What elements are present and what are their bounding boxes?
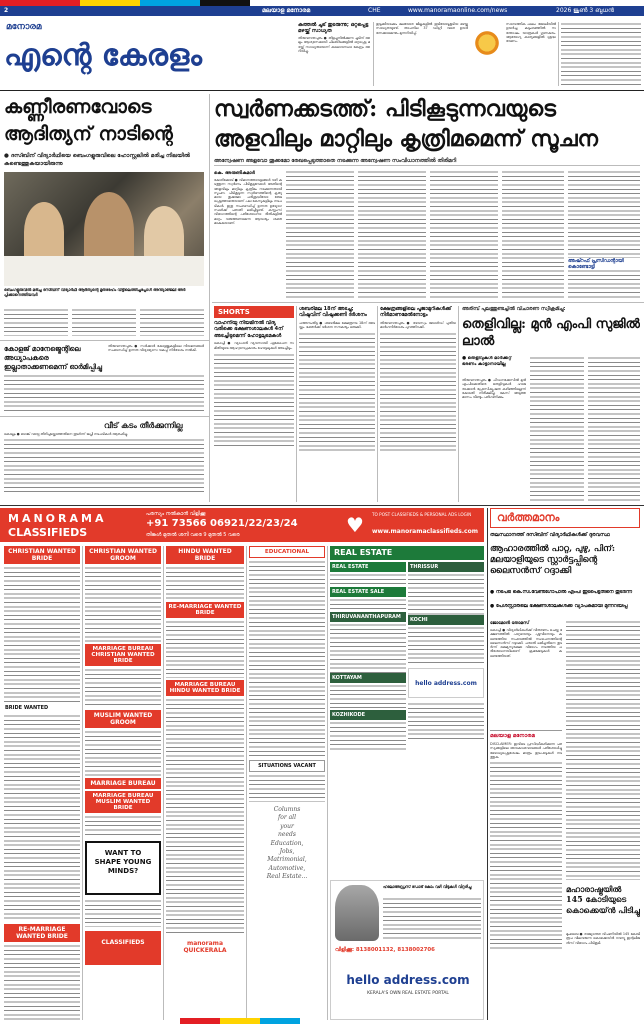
paper-name: മലയാള മനോരമ bbox=[262, 7, 311, 14]
vartha-sub: ● നടപടി കെ.സി.വേണുഗോപാൽ എംപി ഇടപെട്ടതിനെ തുടർന്ന് bbox=[490, 590, 633, 595]
left-story-body-a bbox=[4, 308, 68, 336]
classified-head[interactable]: MARRIAGE BUREAU HINDU WANTED BRIDE bbox=[166, 680, 244, 696]
classified-head[interactable]: HINDU WANTED BRIDE bbox=[166, 546, 244, 564]
classified-head[interactable]: RE-MARRIAGE WANTED BRIDE bbox=[166, 602, 244, 618]
section-title: എന്റെ കേരളം bbox=[4, 38, 202, 73]
lead-headline-1[interactable]: സ്വർണക്കടത്ത്: പിടികൂടുന്നവയുടെ bbox=[214, 96, 556, 122]
vartha-byline: ജോമോൻ തോമസ് bbox=[490, 621, 530, 626]
re-row[interactable]: REAL ESTATE bbox=[330, 562, 406, 572]
helloaddress-logo[interactable]: hello address.com bbox=[408, 668, 484, 698]
classifieds-brand: MANORAMA bbox=[8, 512, 107, 525]
edition-code: CHE bbox=[368, 7, 381, 14]
left-story-photo[interactable] bbox=[4, 172, 204, 286]
classified-col-4 bbox=[249, 546, 325, 1020]
ad-phone[interactable]: വിളിക്കൂ: 8138001132, 8138002706 bbox=[335, 947, 435, 953]
left-story-headline[interactable]: കണ്ണീരണവോടെ ആദിത്യന് നാടിന്റെ bbox=[4, 96, 173, 145]
shorts-item-2[interactable] bbox=[299, 306, 375, 502]
shorts-item-3[interactable] bbox=[380, 306, 456, 502]
vartha-header: വർത്തമാനം bbox=[490, 508, 640, 528]
classified-col-1 bbox=[4, 546, 80, 1020]
classified-head[interactable]: MARRIAGE BUREAU CHRISTIAN WANTED BRIDE bbox=[85, 644, 161, 666]
shorts-item-body: കൊച്ചി ● വ്യാപാരി വ്യവസായി ഏകോപന സമിതിയുടെ ആഹ്വാനപ്രകാരം ഹോട്ടലുകൾ അടച്ചിടും. bbox=[214, 341, 294, 350]
ad-portrait-caption: ഹലോഅഡ്രസ് ഡോട് കോം വഴി വീടുകൾ വിറ്റഴിച്ചു bbox=[383, 884, 472, 889]
bottom-left-story-2[interactable] bbox=[4, 420, 204, 502]
lead-body-col3 bbox=[358, 170, 426, 298]
lead-body-col4 bbox=[430, 170, 498, 298]
post-label: TO POST CLASSIFIEDS & PERSONAL ADS LOGIN bbox=[372, 512, 472, 517]
registration-strip bbox=[180, 1018, 220, 1024]
page-number: 2 bbox=[4, 7, 9, 14]
shorts-item-title: വാഹനിയു നിയമിനൽ വിദ്യ വരിക്കെ ഭക്ഷണശാലകൾ 4ന് അടച്ചിടുമെന്ന് ഹോട്ടലുടമകൾ bbox=[214, 320, 284, 339]
right-story-sub: ● തെളിവുകൾ മാർക്കറ്റ് ഭരണം കാട്ടാനായില്ല bbox=[462, 356, 512, 367]
story-body: കൊല്ലം ● ബാങ്ക് വായ്പ തിരിച്ചടയ്ക്കാത്തതിനെ തുടർന്ന് ജപ്തി നടപടികൾ ആരംഭിച്ചു. bbox=[4, 432, 129, 436]
vartha-side-body: മുംബൈ ● രാജ്യാന്തര വിപണിയിൽ 145 കോടി രൂപ വിലവരുന്ന കൊക്കെയ്ൻ റവന്യു ഇന്റലിജൻസ് വിഭാഗം പിടികൂടി. bbox=[566, 932, 640, 945]
sun-icon bbox=[470, 26, 504, 60]
vartha-sub-2: ● പേൾസ്റ്റാരിലെ ഭക്ഷണശാലകൾക്ക് വ്യാപകമായി മുന്നറിയിപ്പ് bbox=[490, 604, 628, 609]
quikr-ad[interactable]: CLASSIFIEDS bbox=[85, 931, 161, 965]
registration-strip bbox=[260, 1018, 300, 1024]
story-headline: കോളജ് മാനേജ്മെന്റിലെ അധ്യാപകരെ ഇല്ലാതാക്കണമെന്ന് ഓർമിപ്പിച്ചു bbox=[4, 344, 102, 371]
left-story-caption: ബെംഗളൂരുവിൽ മരിച്ച ദസ്ബിന് വിദ്യാർഥി ആദിത്യന്റെ മൃതദേഹം വീട്ടിലെത്തിച്ചപ്പോൾ അന്ത്യാഞ്ജലി അർപ്പിക്കാനെത്തിയവർ bbox=[4, 288, 186, 297]
re-city[interactable]: KOZHIKODE bbox=[330, 710, 406, 720]
lead-deck: അന്വേഷണ അളവോ തൂക്കമോ രേഖപ്പെടുത്താതെ നടക്കുന്ന അന്വേഷണ സംവിധാനത്തിൽ തിരിമറി bbox=[214, 156, 640, 166]
vartha-kicker: തലസ്ഥാനത്ത് ദസ്ബിന് വിദ്യാർഥികൾക്ക് ദുരവസ്ഥ bbox=[490, 532, 610, 538]
registration-strip bbox=[220, 1018, 260, 1024]
right-story-kicker: അരിമ്പ് പുലത്തുണ്ടച്ചിൽ വിചാരണ സ്വീക്രമിച്ചു: bbox=[462, 306, 566, 312]
classified-col-3 bbox=[166, 546, 244, 1020]
classified-head[interactable]: SITUATIONS VACANT bbox=[249, 760, 325, 772]
vartha-headline[interactable]: ആഹാരത്തിൽ പാറ്റ, പുഴു, പിന്: മലയാളിയുടെ സ്റ്റാർട്ടപ്പിന്റെ ലൈസൻസ് റദ്ദാക്കി bbox=[490, 544, 616, 576]
contact-title: പരസ്യം നൽകാൻ വിളിക്കൂ bbox=[146, 511, 206, 517]
site-url[interactable]: www.manoramaonline.com/news bbox=[408, 7, 508, 14]
classified-head[interactable]: RE-MARRIAGE WANTED BRIDE bbox=[4, 924, 80, 942]
section-label: മനോരമ bbox=[6, 22, 42, 32]
lead-byline: കെ. അരുൺകുമാർ bbox=[214, 171, 255, 176]
classified-head[interactable]: MARRIAGE BUREAU bbox=[85, 778, 161, 789]
disclaimer-text: DISCLAIMER: ഇവിടെ പ്രസിദ്ധീകരിക്കുന്ന പരസ്യങ്ങളിലെ അവകാശവാദങ്ങൾ പരിശോധിച്ചു ബോധ്യപ്പെട്ടശേഷം മാത്രം ഇടപാടുകൾ നടത്തുക. bbox=[490, 742, 562, 759]
shorts-item-title: ക്ഷേത്രങ്ങളിലെ പൂജാമുറികൾക്ക് നിർമാണമേൽനോട്ടം bbox=[380, 306, 452, 319]
vartha-body-col2 bbox=[566, 620, 640, 880]
ad-portrait bbox=[335, 885, 379, 941]
teaser-1[interactable] bbox=[298, 22, 370, 86]
teaser-body: തിരുവനന്തപുരം ● തിളച്ചുനിൽക്കുന്ന ചൂടിന് അല്പം ആശ്വാസമായി ചിലയിടങ്ങളിൽ ഒറ്റപ്പെട്ട മഴയ്ക്ക് സാധ്യതയെന്ന് കാലാവസ്ഥാ കേന്ദ്രം അറിയിച്ചു. bbox=[298, 36, 370, 53]
teaser-4[interactable] bbox=[561, 22, 641, 86]
classified-head[interactable]: MARRIAGE BUREAU MUSLIM WANTED BRIDE bbox=[85, 791, 161, 813]
left-story-body-b bbox=[72, 308, 136, 336]
lead-body: കോഴിക്കോട് ● വിമാനത്താവളങ്ങൾ വഴി കടത്തുന്ന സ്വർണം പിടികൂടുമ്പോൾ അതിന്റെ അളവിലും മാറ്റിലും കൃത്രിമം നടക്കുന്നതായി സൂചന. പിടികൂടുന്ന സ്വർണത്തിന്റെ കൃത്യമായ തൂക്കമോ പരിശുദ്ധിയോ രേഖപ്പെടുത്താതെയാണ് പല കേസുകളിലും നടപടികൾ. ഇതു സംബന്ധിച്ച് ഉന്നത ഉദ്യോഗസ്ഥർക്ക് പരാതി ലഭിച്ചിട്ടുണ്ട്. കസ്റ്റംസ് വിഭാഗത്തിന്റെ പരിശോധനാ രീതികളിൽ മാറ്റം വരുത്തണമെന്ന ആവശ്യം ശക്തമാകുകയാണ്. bbox=[214, 178, 282, 225]
vartha-body: കൊച്ചി ● വിദ്യാർഥികൾക്ക് വിതരണം ചെയ്ത ഭക്ഷണത്തിൽ പാറ്റയെയും പുഴുവിനെയും കണ്ടെത്തിയ സംഭവത്തിൽ സ്ഥാപനത്തിന്റെ ലൈസൻസ് റദ്ദാക്കി. പരാതി ലഭിച്ചതിനെ തുടർന്ന് ഭക്ഷ്യസുരക്ഷാ വിഭാഗം നടത്തിയ പരിശോധനയിലാണ് ക്രമക്കേടുകൾ കണ്ടെത്തിയത്. bbox=[490, 628, 562, 658]
heart-icon: ♥ bbox=[346, 513, 364, 537]
classifieds-brand-2: CLASSIFIEDS bbox=[8, 526, 88, 539]
shape-minds-box[interactable]: WANT TO SHAPE YOUNG MINDS? bbox=[85, 841, 161, 895]
classified-head[interactable]: CHRISTIAN WANTED GROOM bbox=[85, 546, 161, 564]
re-row[interactable]: REAL ESTATE SALE bbox=[330, 587, 406, 597]
lead-body-col6 bbox=[568, 170, 640, 298]
classified-col-2 bbox=[85, 546, 161, 1020]
teaser-3[interactable]: സാമ്പത്തിക ഫലം: ജോലിയിൽ ഉയർച്ച, കുടുംബത്തിൽ സന്തോഷം. യാത്രകൾ ഗുണകരം. ആരോഗ്യ കാര്യങ്ങളിൽ ശ്രദ്ധ വേണം. bbox=[506, 22, 556, 44]
right-story-body: തിരുവനന്തപുരം ● പീഡനക്കേസിൽ മുൻ എംപിക്കെതിരെ തെളിവുകൾ ഹാജരാക്കാൻ പ്രോസിക്യൂഷനു കഴിഞ്ഞില്ലെന്ന് കോടതി നിരീക്ഷിച്ചു. കേസ് അടുത്ത മാസം വീണ്ടും പരിഗണിക്കും. bbox=[462, 378, 526, 400]
left-story-deck: ● ദസ്ബിന് വിദ്യാർഥിയെ ബെംഗളൂരുവിലെ ഹോസ്റ്റലിൽ മരിച്ച നിലയിൽ കണ്ടെത്തുകയായിരുന്നു bbox=[4, 153, 190, 167]
bottom-left-story-1[interactable] bbox=[4, 344, 204, 414]
lead-body-col5 bbox=[502, 170, 564, 298]
re-city[interactable]: KOCHI bbox=[408, 615, 484, 625]
shorts-item-body: തിരുവനന്തപുരം ● ദേവസ്വം ബോർഡ് പുതിയ മാർഗനിർദേശം പുറത്തിറക്കി. bbox=[380, 320, 456, 330]
classifieds-phone[interactable]: +91 73566 06921/22/23/24 bbox=[146, 518, 298, 529]
classifieds-url[interactable]: www.manoramaclassifieds.com bbox=[372, 528, 478, 535]
left-story-body-c bbox=[140, 308, 204, 336]
shorts-label: SHORTS bbox=[214, 306, 294, 318]
right-story-col3 bbox=[588, 356, 640, 502]
shorts-item-title: ശബരിമല 18ന് അടച്ചു; വിഷുവിന് വിഷുക്കണി ദർശനം bbox=[299, 306, 367, 319]
right-story-headline[interactable]: തെളിവില്ല: മുൻ എംപി സുജിൽ ലാൽ bbox=[462, 317, 640, 349]
shorts-item-1[interactable] bbox=[214, 320, 294, 502]
teaser-title: കത്തൽ ചൂട് തുടരുന്നു; ഒറ്റപ്പെട്ട മഴയ്ക്ക് സാധ്യത bbox=[298, 22, 369, 34]
lead-body-col2 bbox=[286, 170, 354, 298]
story-headline: വീട് കടം തീർക്കുന്നില്ല bbox=[104, 420, 183, 430]
re-city[interactable]: KOTTAYAM bbox=[330, 673, 406, 683]
re-city[interactable]: THRISSUR bbox=[408, 562, 484, 572]
lead-headline-2[interactable]: അളവിലും മാറ്റിലും കൃത്രിമമെന്ന് സൂചന bbox=[214, 126, 598, 152]
masthead-bar bbox=[0, 6, 644, 16]
vartha-side-headline[interactable]: മഹാരാഷ്ട്രയിൽ 145 കോടിയുടെ കൊക്കെയ്ൻ പിടിച്ചു bbox=[566, 884, 640, 915]
ad-logo-sub: KERALA'S OWN REAL ESTATE PORTAL bbox=[367, 991, 449, 996]
disclaimer-label: മലയാള മനോരമ bbox=[490, 733, 535, 739]
real-estate-list-2 bbox=[408, 562, 484, 772]
columns-poem: Columns for all your needs Education, Jobs, Matrimonial, Automotive, Real Estate... bbox=[266, 806, 308, 881]
vartha-disclaimer-box bbox=[490, 730, 562, 962]
classified-head[interactable]: EDUCATIONAL bbox=[249, 546, 325, 558]
ad-logo: hello address.com bbox=[346, 973, 470, 987]
classified-head[interactable]: CHRISTIAN WANTED BRIDE bbox=[4, 546, 80, 564]
re-city[interactable]: THIRUVANANTHAPURAM bbox=[330, 612, 406, 622]
real-estate-list bbox=[330, 562, 406, 772]
story-body: തിരുവനന്തപുരം ● സർക്കാർ കോളജുകളിലെ നിയമനങ്ങൾ സംബന്ധിച്ച് ഉന്നത വിദ്യാഭ്യാസ വകുപ്പ് നിർദേശം നൽകി. bbox=[108, 344, 204, 353]
helloaddress-ad[interactable] bbox=[330, 880, 484, 1020]
teaser-2[interactable]: ഇടുക്കിയടക്കം മലയോര ജില്ലകളിൽ ഇടിയോടുകൂടിയ മഴയ്ക്കു സാധ്യതയുണ്ട്. താപനില 37 ഡിഗ്രി വരെ ഉയർന്നേക്കാമെന്നും മുന്നറിയിപ്പ്. bbox=[376, 22, 468, 35]
classifieds-header bbox=[0, 508, 484, 542]
classified-head[interactable]: MUSLIM WANTED GROOM bbox=[85, 710, 161, 728]
lead-sidebar-title[interactable]: അഷ്റഫ് പ്രസിഡന്റായി കൊണ്ടോട്ടി bbox=[568, 258, 640, 270]
right-story-col2 bbox=[530, 356, 584, 502]
issue-date: 2026 ജൂൺ 3 ബുധൻ bbox=[556, 7, 614, 14]
real-estate-header[interactable]: REAL ESTATE bbox=[330, 546, 484, 560]
quickerala-ad[interactable]: manorama QUICKERALA bbox=[183, 940, 227, 954]
classifieds-hours: തിങ്കൾ മുതൽ ശനി വരെ 9 മുതൽ 5 വരെ bbox=[146, 532, 240, 538]
classified-head[interactable]: BRIDE WANTED bbox=[4, 704, 80, 712]
shorts-item-body: പത്തനംതിട്ട ● ശബരിമല ക്ഷേത്രനട 18ന് അടയ്ക്കും. ഭക്തർക്ക് ദർശന സൗകര്യം ഒരുക്കി. bbox=[299, 320, 375, 330]
